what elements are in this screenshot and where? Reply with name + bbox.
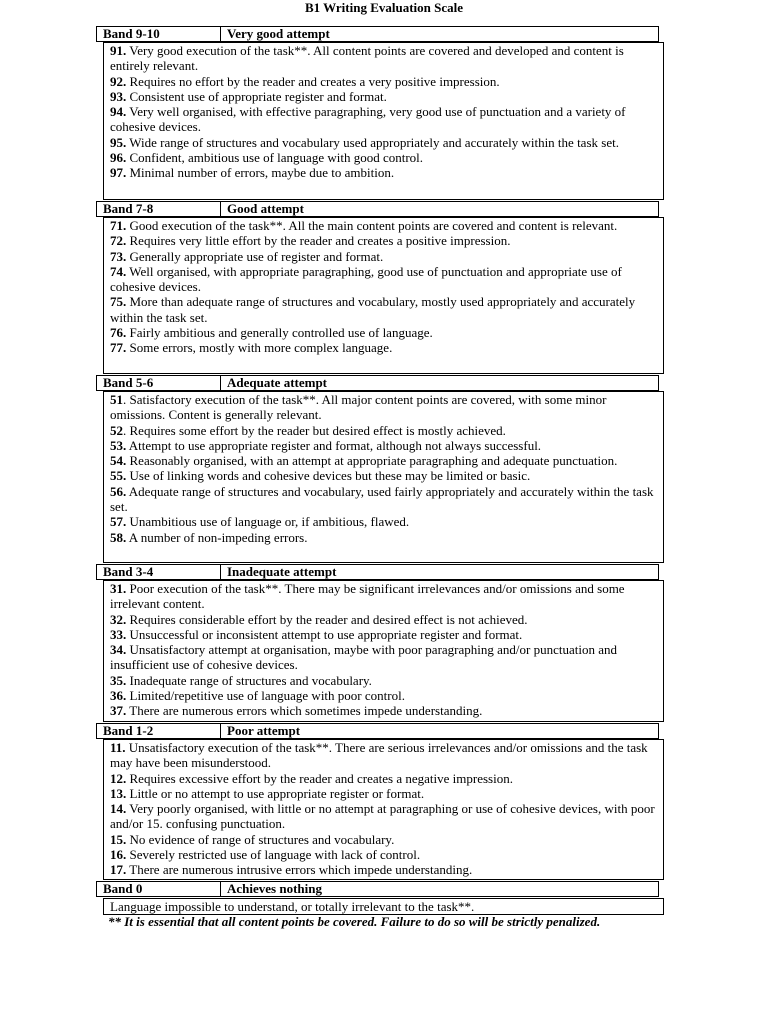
band-name: Band 5-6 <box>103 375 154 390</box>
band-name: Band 7-8 <box>103 201 154 216</box>
criterion-item <box>110 468 659 483</box>
criterion-number: 94. <box>110 104 127 120</box>
band-level: Achieves nothing <box>227 881 322 896</box>
criterion-number: 31. <box>110 581 127 596</box>
band-description <box>103 217 664 374</box>
criterion-item <box>110 484 659 515</box>
criterion-number: 77. <box>110 340 127 356</box>
criterion-item <box>110 847 659 862</box>
criterion-text: Use of linking words and cohesive devices but these may be limited or basic. <box>126 468 531 484</box>
criterion-item <box>110 688 659 703</box>
criterion-text: Unsuccessful or inconsistent attempt to use appropriate register and format. <box>126 626 523 642</box>
criterion-item <box>110 294 659 325</box>
criterion-number: 34. <box>110 642 127 658</box>
band-name: Band 1-2 <box>103 723 154 738</box>
criterion-text: Consistent use of appropriate register and format. <box>126 88 387 104</box>
criterion-number: 35. <box>110 672 127 688</box>
criterion-number: 15. <box>110 831 127 847</box>
criterion-item <box>110 453 659 468</box>
criterion-number: 74. <box>110 263 127 279</box>
criterion-text: A number of non-impeding errors. <box>126 529 308 545</box>
criterion-number: 32. <box>110 611 127 627</box>
band-name: Band 0 <box>103 881 143 896</box>
band-description <box>103 898 664 915</box>
criterion-text: Very poorly organised, with little or no attempt at paragraphing or use of cohesive devices, with poor and/or 15. confusing punctuation. <box>110 801 655 832</box>
criterion-text: Language impossible to understand, or totally irrelevant to the task**. <box>110 899 475 914</box>
criterion-text: Very well organised, with effective paragraphing, very good use of punctuation and a variety of cohesive devices. <box>110 104 626 135</box>
criterion-text: There are numerous errors which sometimes impede understanding. <box>126 703 483 719</box>
criterion-number: 12. <box>110 770 127 786</box>
criterion-number: 17. <box>110 862 127 878</box>
criterion-text: Requires very little effort by the reader and creates a positive impression. <box>126 233 511 249</box>
band-level: Inadequate attempt <box>227 564 337 579</box>
criterion-item <box>110 703 659 718</box>
criterion-item <box>110 514 659 529</box>
criterion-text: Adequate range of structures and vocabulary, used fairly appropriately and accurately within the task set. <box>110 483 654 515</box>
criterion-item <box>110 862 659 877</box>
criterion-item <box>110 899 659 915</box>
criterion-number: 76. <box>110 325 127 341</box>
criterion-text: There are numerous intrusive errors which impede understanding. <box>126 862 473 878</box>
criterion-text: Well organised, with appropriate paragraphing, good use of punctuation and appropriate use of cohesive devices. <box>110 263 622 295</box>
criterion-text: Unambitious use of language or, if ambitious, flawed. <box>126 514 410 530</box>
criterion-number: 11. <box>110 740 126 755</box>
criterion-text: No evidence of range of structures and vocabulary. <box>126 831 395 847</box>
criterion-item <box>110 392 659 423</box>
band-level: Poor attempt <box>227 723 301 738</box>
criterion-text: Very good execution of the task**. All content points are covered and developed and content is entirely relevant. <box>110 43 624 74</box>
band-header <box>96 564 659 580</box>
criterion-item <box>110 135 659 150</box>
criterion-item <box>110 150 659 165</box>
band-description <box>103 580 664 722</box>
criterion-item <box>110 801 659 832</box>
column-divider <box>220 882 221 896</box>
criterion-item <box>110 43 659 74</box>
band-level: Adequate attempt <box>227 375 328 390</box>
column-divider <box>220 724 221 738</box>
footnote: ** It is essential that all content points be covered. Failure to do so will be strictly penalized. <box>108 914 601 929</box>
criterion-item <box>110 423 659 438</box>
criterion-item <box>110 438 659 453</box>
criterion-text: Reasonably organised, with an attempt at appropriate paragraphing and adequate punctuation. <box>126 453 618 469</box>
criterion-number: 57. <box>110 514 127 530</box>
criterion-number: 33. <box>110 626 127 642</box>
criterion-number: 75. <box>110 294 127 310</box>
criterion-number: 54. <box>110 453 127 469</box>
criterion-item <box>110 74 659 89</box>
criterion-item <box>110 832 659 847</box>
criterion-item <box>110 786 659 801</box>
criterion-text: Requires excessive effort by the reader and creates a negative impression. <box>126 770 513 786</box>
criterion-number: 37. <box>110 703 127 719</box>
criterion-text: Unsatisfactory attempt at organisation, maybe with poor paragraphing and/or punctuation and insufficient use of cohesive devices. <box>110 642 617 673</box>
criterion-number: 36. <box>110 688 127 704</box>
criterion-text: Poor execution of the task**. There may be significant irrelevances and/or omissions and some irrelevant content. <box>110 581 625 612</box>
criterion-text: Fairly ambitious and generally controlled use of language. <box>126 325 433 341</box>
criterion-item <box>110 581 659 612</box>
criterion-text: Little or no attempt to use appropriate register or format. <box>126 785 425 801</box>
page-title: B1 Writing Evaluation Scale <box>304 0 464 15</box>
criterion-item <box>110 89 659 104</box>
band-description <box>103 391 664 563</box>
criterion-text: . Satisfactory execution of the task**. All major content points are covered, with some minor omissions. Content is generally relevant. <box>110 392 607 423</box>
criterion-item <box>110 612 659 627</box>
criterion-text: Unsatisfactory execution of the task**. There are serious irrelevances and/or omissions and the task may have been misunderstood. <box>110 740 648 771</box>
column-divider <box>220 376 221 390</box>
criterion-item <box>110 530 659 545</box>
criterion-item <box>110 642 659 673</box>
criterion-number: 73. <box>110 248 127 264</box>
criterion-number: 91. <box>110 43 127 58</box>
criterion-item <box>110 104 659 135</box>
criterion-text: Attempt to use appropriate register and format, although not always successful. <box>126 437 542 453</box>
criterion-item <box>110 165 659 180</box>
criterion-number: 58. <box>110 529 127 545</box>
criterion-item <box>110 673 659 688</box>
criterion-item <box>110 264 659 295</box>
criterion-number: 93. <box>110 88 127 104</box>
band-name: Band 9-10 <box>103 26 160 41</box>
criterion-text: More than adequate range of structures and vocabulary, mostly used appropriately and accurately within the task set. <box>110 294 636 325</box>
band-header <box>96 723 659 739</box>
column-divider <box>220 202 221 216</box>
criterion-item <box>110 325 659 340</box>
criterion-text: Inadequate range of structures and vocabulary. <box>126 672 372 688</box>
band-name: Band 3-4 <box>103 564 154 579</box>
criterion-number: 53. <box>110 437 127 453</box>
criterion-item <box>110 740 659 771</box>
criterion-text: Confident, ambitious use of language with good control. <box>126 150 424 166</box>
criterion-text: Requires no effort by the reader and creates a very positive impression. <box>126 73 500 89</box>
criterion-number: 14. <box>110 801 127 817</box>
criterion-number: 97. <box>110 165 127 181</box>
criterion-number: 13. <box>110 785 127 801</box>
criterion-number: 72. <box>110 233 127 249</box>
criterion-text: Good execution of the task**. All the main content points are covered and content is relevant. <box>126 218 618 233</box>
criterion-text: Minimal number of errors, maybe due to ambition. <box>126 165 395 181</box>
criterion-number: 95. <box>110 134 127 150</box>
criterion-text: Wide range of structures and vocabulary used appropriately and accurately within the task set. <box>126 134 619 150</box>
criterion-text: Requires considerable effort by the reader and desired effect is not achieved. <box>126 611 528 627</box>
criterion-text: Severely restricted use of language with lack of control. <box>126 847 421 863</box>
band-header <box>96 26 659 42</box>
column-divider <box>220 565 221 579</box>
band-description <box>103 739 664 880</box>
criterion-number: 55. <box>110 468 127 484</box>
criterion-item <box>110 218 659 233</box>
criterion-item <box>110 340 659 355</box>
criterion-text: Limited/repetitive use of language with poor control. <box>126 688 405 704</box>
criterion-text: Generally appropriate use of register and format. <box>126 248 384 264</box>
column-divider <box>220 27 221 41</box>
criterion-number: 96. <box>110 150 127 166</box>
band-header <box>96 881 659 897</box>
criterion-item <box>110 249 659 264</box>
criterion-item <box>110 627 659 642</box>
band-level: Very good attempt <box>227 26 330 41</box>
criterion-number: 56. <box>110 483 127 499</box>
band-header <box>96 375 659 391</box>
criterion-text: . Requires some effort by the reader but desired effect is mostly achieved. <box>123 422 506 438</box>
criterion-number: 52 <box>110 422 123 438</box>
criterion-item <box>110 233 659 248</box>
criterion-item <box>110 771 659 786</box>
criterion-text: Some errors, mostly with more complex language. <box>126 340 393 356</box>
band-header <box>96 201 659 217</box>
criterion-number: 16. <box>110 847 127 863</box>
band-level: Good attempt <box>227 201 304 216</box>
criterion-number: 71. <box>110 218 127 233</box>
criterion-number: 92. <box>110 73 127 89</box>
criterion-number: 51 <box>110 392 123 407</box>
band-description <box>103 42 664 200</box>
